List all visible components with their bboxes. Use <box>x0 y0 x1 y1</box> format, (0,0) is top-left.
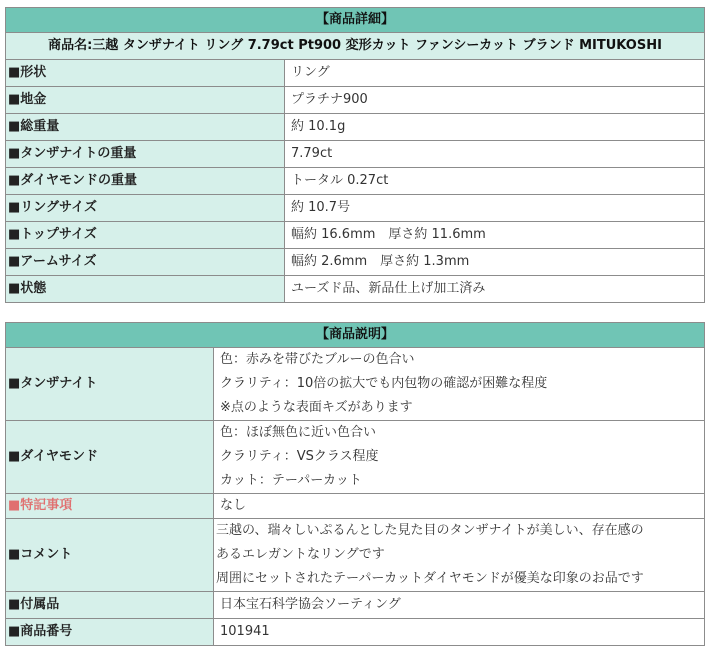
item-number-label: ■商品番号 <box>6 619 214 646</box>
comment-line: 三越の、瑞々しいぷるんとした見た目のタンザナイトが美しい、存在感の <box>216 523 644 538</box>
diamond-color: 色：ほぼ無色に近い色合い <box>220 425 377 440</box>
table-row <box>6 619 705 646</box>
product-details-table <box>5 7 705 303</box>
description-header: 【商品説明】 <box>6 323 705 348</box>
comment-line: あるエレガントなリングです <box>216 547 385 562</box>
tanzanite-label: ■タンザナイト <box>6 348 214 421</box>
product-name: 商品名:三越 タンザナイト リング 7.79ct Pt900 変形カット ファンシーカット ブランド MITUKOSHI <box>6 33 705 60</box>
item-number-value: 101941 <box>214 619 705 646</box>
shape-value: リング <box>285 60 705 87</box>
total-weight-label: ■総重量 <box>6 114 285 141</box>
diamond-weight-label: ■ダイヤモンドの重量 <box>6 168 285 195</box>
table-row <box>6 114 705 141</box>
table-row <box>6 195 705 222</box>
comment-line: 周囲にセットされたテーパーカットダイヤモンドが優美な印象のお品です <box>216 571 644 586</box>
notes-label: ■特記事項 <box>6 494 214 519</box>
total-weight-value: 約 10.1g <box>285 114 705 141</box>
arm-size-label: ■アームサイズ <box>6 249 285 276</box>
metal-label: ■地金 <box>6 87 285 114</box>
diamond-description <box>214 421 705 494</box>
diamond-clarity: クラリティ：VSクラス程度 <box>220 449 379 464</box>
ring-size-value: 約 10.7号 <box>285 195 705 222</box>
tanzanite-description <box>214 348 705 421</box>
arm-size-value: 幅約 2.6mm 厚さ約 1.3mm <box>285 249 705 276</box>
metal-value: プラチナ900 <box>285 87 705 114</box>
table-row <box>6 421 705 494</box>
diamond-cut: カット：テーパーカット <box>220 473 362 488</box>
table-row <box>6 141 705 168</box>
diamond-label: ■ダイヤモンド <box>6 421 214 494</box>
tanzanite-weight-value: 7.79ct <box>285 141 705 168</box>
table-row <box>6 494 705 519</box>
details-header: 【商品詳細】 <box>6 8 705 33</box>
condition-value: ユーズド品、新品仕上げ加工済み <box>285 276 705 303</box>
table-row <box>6 222 705 249</box>
product-description-table <box>5 322 705 646</box>
notes-value: なし <box>214 494 705 519</box>
table-row <box>6 592 705 619</box>
tanzanite-note: ※点のような表面キズがあります <box>220 400 413 415</box>
tanzanite-clarity: クラリティ：10倍の拡大でも内包物の確認が困難な程度 <box>220 376 548 391</box>
tanzanite-weight-label: ■タンザナイトの重量 <box>6 141 285 168</box>
table-row <box>6 276 705 303</box>
table-row <box>6 87 705 114</box>
diamond-weight-value: トータル 0.27ct <box>285 168 705 195</box>
table-row <box>6 348 705 421</box>
table-row <box>6 168 705 195</box>
ring-size-label: ■リングサイズ <box>6 195 285 222</box>
table-row <box>6 519 705 592</box>
shape-label: ■形状 <box>6 60 285 87</box>
comment-text <box>214 519 705 592</box>
top-size-value: 幅約 16.6mm 厚さ約 11.6mm <box>285 222 705 249</box>
accessories-value: 日本宝石科学協会ソーティング <box>214 592 705 619</box>
comment-label: ■コメント <box>6 519 214 592</box>
top-size-label: ■トップサイズ <box>6 222 285 249</box>
condition-label: ■状態 <box>6 276 285 303</box>
table-row <box>6 60 705 87</box>
table-row <box>6 249 705 276</box>
tanzanite-color: 色：赤みを帯びたブルーの色合い <box>220 352 415 367</box>
accessories-label: ■付属品 <box>6 592 214 619</box>
